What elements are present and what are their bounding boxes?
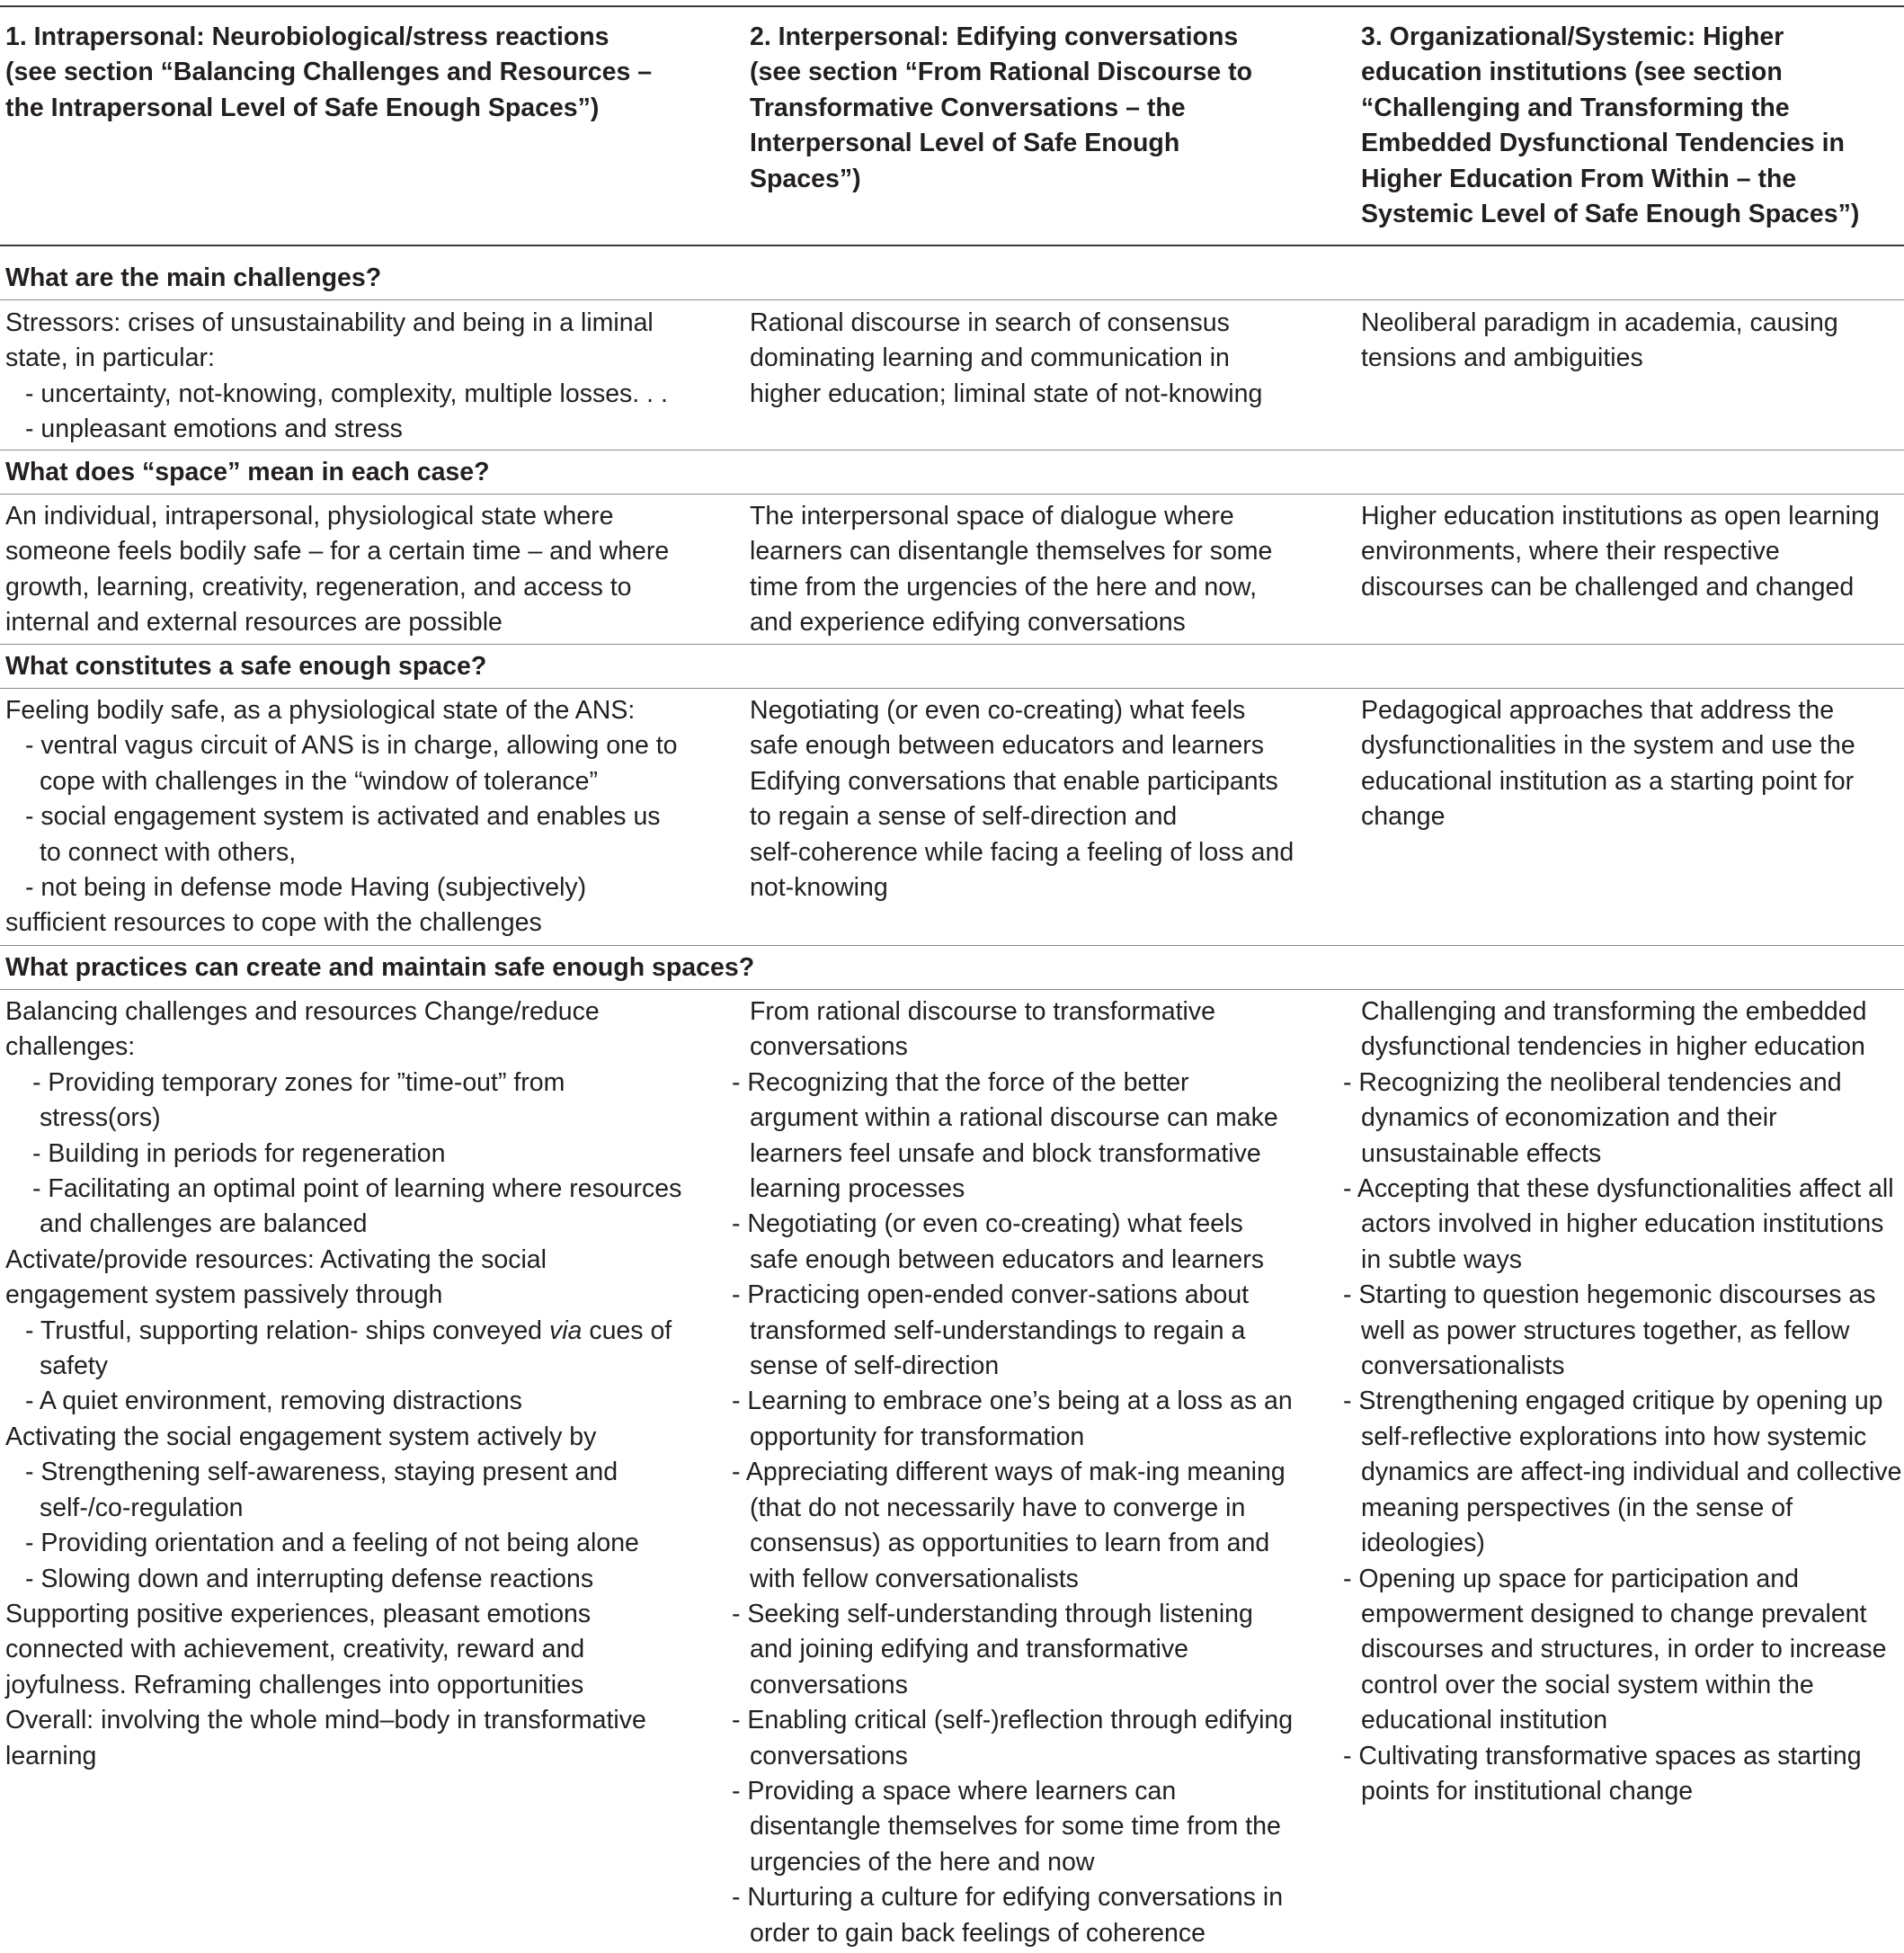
header-line: 2. Interpersonal: Edifying conversations	[750, 22, 1239, 51]
cell-line: - Recognizing that the force of the better	[732, 1067, 1189, 1097]
cell-line: - unpleasant emotions and stress	[25, 415, 403, 444]
cell-space-systemic	[1361, 499, 1900, 605]
cell-line: tensions and ambiguities	[1361, 343, 1643, 373]
cell-line: transformed self-understandings to regain a	[750, 1315, 1246, 1345]
header-line: Spaces”)	[750, 164, 861, 193]
cell-line: dominating learning and communication in	[750, 343, 1230, 373]
cell-line	[5, 1314, 725, 1349]
cell-line: - Negotiating (or even co-creating) what feels	[732, 1209, 1243, 1239]
cell-line: conversations	[750, 1032, 908, 1062]
header-line: 3. Organizational/Systemic: Higher	[1361, 22, 1784, 51]
header-line: (see section “From Rational Discourse to	[750, 58, 1253, 87]
cell-line: and challenges are balanced	[40, 1209, 368, 1239]
cell-line: Stressors: crises of unsustainability and being in a liminal	[5, 308, 654, 337]
cell-line: - Strengthening self-awareness, staying present and	[25, 1458, 618, 1487]
cell-line: joyfulness. Reframing challenges into opportunities	[5, 1670, 584, 1699]
cell-line: unsustainable effects	[1361, 1138, 1602, 1168]
cell-line: Higher education institutions as open learning	[1361, 502, 1880, 531]
cell-line: learners can disentangle themselves for some	[750, 537, 1273, 566]
cell-line: safety	[40, 1351, 109, 1381]
cell-line: consensus) as opportunities to learn from and	[750, 1529, 1270, 1558]
cell-line: argument within a rational discourse can make	[750, 1103, 1278, 1133]
cell-line: dysfunctionalities in the system and use the	[1361, 731, 1855, 761]
cell-text-italic: via	[548, 1315, 583, 1345]
cell-line: cope with challenges in the “window of tolerance”	[40, 766, 599, 796]
cell-line: Edifying conversations that enable participants	[750, 766, 1278, 796]
column-header-3	[1361, 20, 1900, 232]
cell-line: discourses and structures, in order to increase	[1361, 1635, 1887, 1664]
cell-line: - Practicing open-ended conver-sations about	[732, 1280, 1250, 1310]
cell-line: learning processes	[750, 1174, 965, 1204]
cell-line: self-reflective explorations into how systemic	[1361, 1422, 1867, 1451]
cell-line: higher education; liminal state of not-knowing	[750, 379, 1263, 408]
cell-line: - A quiet environment, removing distractions	[25, 1387, 522, 1416]
cell-line: environments, where their respective	[1361, 537, 1780, 566]
cell-line: (that do not necessarily have to converge in	[750, 1493, 1246, 1522]
section-rule	[0, 299, 1904, 300]
cell-line: learning	[5, 1741, 97, 1770]
cell-line: sense of self-direction	[750, 1351, 1000, 1381]
header-line: education institutions (see section	[1361, 58, 1783, 87]
header-line: 1. Intrapersonal: Neurobiological/stress reactions	[5, 22, 609, 51]
cell-challenges-intrapersonal	[5, 306, 725, 448]
header-line: “Challenging and Transforming the	[1361, 93, 1790, 122]
cell-line: Neoliberal paradigm in academia, causing	[1361, 308, 1838, 337]
cell-line: - ventral vagus circuit of ANS is in charge, allowing one to	[25, 731, 678, 761]
cell-line: not-knowing	[750, 873, 888, 903]
cell-line: to connect with others,	[40, 837, 297, 867]
cell-line: growth, learning, creativity, regeneration, and access to	[5, 572, 632, 602]
cell-line: Negotiating (or even co-creating) what feels	[750, 696, 1246, 725]
section-rule	[0, 989, 1904, 990]
cell-line: Challenging and transforming the embedded	[1361, 997, 1867, 1026]
cell-line: ideologies)	[1361, 1529, 1485, 1558]
cell-line: - social engagement system is activated and enables us	[25, 802, 661, 832]
cell-line: dynamics are affect-ing individual and collective	[1361, 1458, 1902, 1487]
cell-line: - Appreciating different ways of mak-ing meaning	[732, 1458, 1286, 1487]
cell-line: - Recognizing the neoliberal tendencies and	[1343, 1067, 1842, 1097]
section-question-space: What does “space” mean in each case?	[5, 458, 490, 486]
section-rule	[0, 688, 1904, 689]
cell-line: internal and external resources are possible	[5, 608, 503, 638]
cell-line: someone feels bodily safe – for a certain time – and where	[5, 537, 670, 566]
cell-challenges-interpersonal	[750, 306, 1343, 412]
cell-line: educational institution as a starting point for	[1361, 766, 1855, 796]
cell-line: in subtle ways	[1361, 1244, 1523, 1274]
column-header-1	[5, 20, 725, 126]
header-rule	[0, 245, 1904, 246]
cell-line: dynamics of economization and their	[1361, 1103, 1777, 1133]
cell-line: Pedagogical approaches that address the	[1361, 696, 1835, 725]
cell-line: actors involved in higher education institutions	[1361, 1209, 1884, 1239]
cell-practices-intrapersonal	[5, 994, 725, 1774]
cell-line: conversationalists	[1361, 1351, 1565, 1381]
cell-line: Rational discourse in search of consensus	[750, 308, 1230, 337]
header-line: Interpersonal Level of Safe Enough	[750, 129, 1180, 158]
cell-line: - Building in periods for regeneration	[32, 1138, 446, 1168]
cell-line: - Providing temporary zones for ”time-out” from	[32, 1067, 565, 1097]
cell-line: - Facilitating an optimal point of learning where resources	[32, 1174, 682, 1204]
cell-line: conversations	[750, 1670, 908, 1699]
header-line: (see section “Balancing Challenges and Resources –	[5, 58, 653, 87]
header-line: the Intrapersonal Level of Safe Enough Spaces”)	[5, 93, 600, 122]
cell-line: disentangle themselves for some time from the	[750, 1812, 1281, 1842]
cell-line: with fellow conversationalists	[750, 1564, 1079, 1593]
cell-line: meaning perspectives (in the sense of	[1361, 1493, 1793, 1522]
cell-line: discourses can be challenged and changed	[1361, 572, 1855, 602]
cell-line: Activating the social engagement system actively by	[5, 1422, 597, 1451]
cell-text: cues of	[589, 1315, 672, 1345]
cell-line: time from the urgencies of the here and now,	[750, 572, 1257, 602]
cell-line: Overall: involving the whole mind–body in transformative	[5, 1706, 646, 1735]
cell-practices-interpersonal	[732, 994, 1343, 1951]
cell-line: well as power structures together, as fellow	[1361, 1315, 1850, 1345]
cell-line: self-coherence while facing a feeling of loss and	[750, 837, 1295, 867]
section-rule	[0, 494, 1904, 495]
cell-line: control over the social system within the	[1361, 1670, 1814, 1699]
cell-line: educational institution	[1361, 1706, 1608, 1735]
cell-line: points for institutional change	[1361, 1776, 1694, 1806]
cell-line: safe enough between educators and learners	[750, 731, 1264, 761]
cell-line: From rational discourse to transformative	[750, 997, 1215, 1026]
cell-line: - Providing orientation and a feeling of not being alone	[25, 1529, 639, 1558]
section-rule	[0, 644, 1904, 645]
cell-line: - Accepting that these dysfunctionalities affect all	[1343, 1174, 1894, 1204]
cell-line: to regain a sense of self-direction and	[750, 802, 1178, 832]
cell-space-intrapersonal	[5, 499, 725, 641]
cell-line: stress(ors)	[40, 1103, 161, 1133]
cell-line: sufficient resources to cope with the challenges	[5, 908, 542, 938]
cell-line: - Opening up space for participation and	[1343, 1564, 1799, 1593]
cell-constitutes-systemic	[1361, 693, 1900, 835]
cell-line: order to gain back feelings of coherence	[750, 1918, 1206, 1948]
cell-challenges-systemic	[1361, 306, 1900, 377]
cell-line: challenges:	[5, 1032, 136, 1062]
cell-line: Activate/provide resources: Activating the social	[5, 1244, 547, 1274]
cell-line: - Providing a space where learners can	[732, 1776, 1177, 1806]
cell-line: dysfunctional tendencies in higher education	[1361, 1032, 1865, 1062]
section-question-practices: What practices can create and maintain safe enough spaces?	[5, 953, 755, 982]
cell-line: The interpersonal space of dialogue where	[750, 502, 1234, 531]
cell-line: Balancing challenges and resources Change/reduce	[5, 997, 600, 1026]
cell-line: conversations	[750, 1741, 908, 1770]
cell-line: and joining edifying and transformative	[750, 1635, 1188, 1664]
cell-line: - Strengthening engaged critique by opening up	[1343, 1387, 1883, 1416]
cell-line: - not being in defense mode Having (subjectively)	[25, 873, 587, 903]
cell-line: opportunity for transformation	[750, 1422, 1085, 1451]
cell-line: - Seeking self-understanding through listening	[732, 1599, 1253, 1628]
column-header-2	[750, 20, 1343, 197]
cell-line: - Cultivating transformative spaces as starting	[1343, 1741, 1862, 1770]
cell-line: - Slowing down and interrupting defense reactions	[25, 1564, 594, 1593]
cell-line: self-/co-regulation	[40, 1493, 244, 1522]
cell-line: change	[1361, 802, 1446, 832]
section-question-constitutes: What constitutes a safe enough space?	[5, 652, 487, 681]
cell-line: Supporting positive experiences, pleasant emotions	[5, 1599, 592, 1628]
cell-line: - Nurturing a culture for edifying conversations in	[732, 1883, 1284, 1913]
cell-constitutes-interpersonal	[750, 693, 1343, 905]
cell-constitutes-intrapersonal	[5, 693, 725, 941]
cell-practices-systemic	[1343, 994, 1902, 1809]
cell-line: - Learning to embrace one’s being at a loss as an	[732, 1387, 1293, 1416]
cell-line: An individual, intrapersonal, physiological state where	[5, 502, 614, 531]
table-top-rule	[0, 5, 1904, 7]
cell-line: - Starting to question hegemonic discourses as	[1343, 1280, 1876, 1310]
header-line: Systemic Level of Safe Enough Spaces”)	[1361, 200, 1860, 229]
header-line: Transformative Conversations – the	[750, 93, 1186, 122]
cell-line: safe enough between educators and learners	[750, 1244, 1264, 1274]
cell-line: engagement system passively through	[5, 1280, 443, 1310]
cell-line: urgencies of the here and now	[750, 1847, 1095, 1877]
cell-line: - Enabling critical (self-)reflection through edifying	[732, 1706, 1294, 1735]
section-question-challenges: What are the main challenges?	[5, 263, 382, 292]
cell-line: and experience edifying conversations	[750, 608, 1186, 638]
cell-line: learners feel unsafe and block transformative	[750, 1138, 1261, 1168]
cell-line: state, in particular:	[5, 343, 215, 373]
cell-line: - uncertainty, not-knowing, complexity, multiple losses. . .	[25, 379, 668, 408]
cell-line: connected with achievement, creativity, reward and	[5, 1635, 585, 1664]
cell-text: - Trustful, supporting relation- ships conveyed	[25, 1315, 543, 1345]
cell-line: empowerment designed to change prevalent	[1361, 1599, 1867, 1628]
cell-line: Feeling bodily safe, as a physiological state of the ANS:	[5, 696, 636, 725]
header-line: Higher Education From Within – the	[1361, 164, 1797, 193]
header-line: Embedded Dysfunctional Tendencies in	[1361, 129, 1845, 158]
cell-space-interpersonal	[750, 499, 1343, 641]
section-rule	[0, 945, 1904, 946]
